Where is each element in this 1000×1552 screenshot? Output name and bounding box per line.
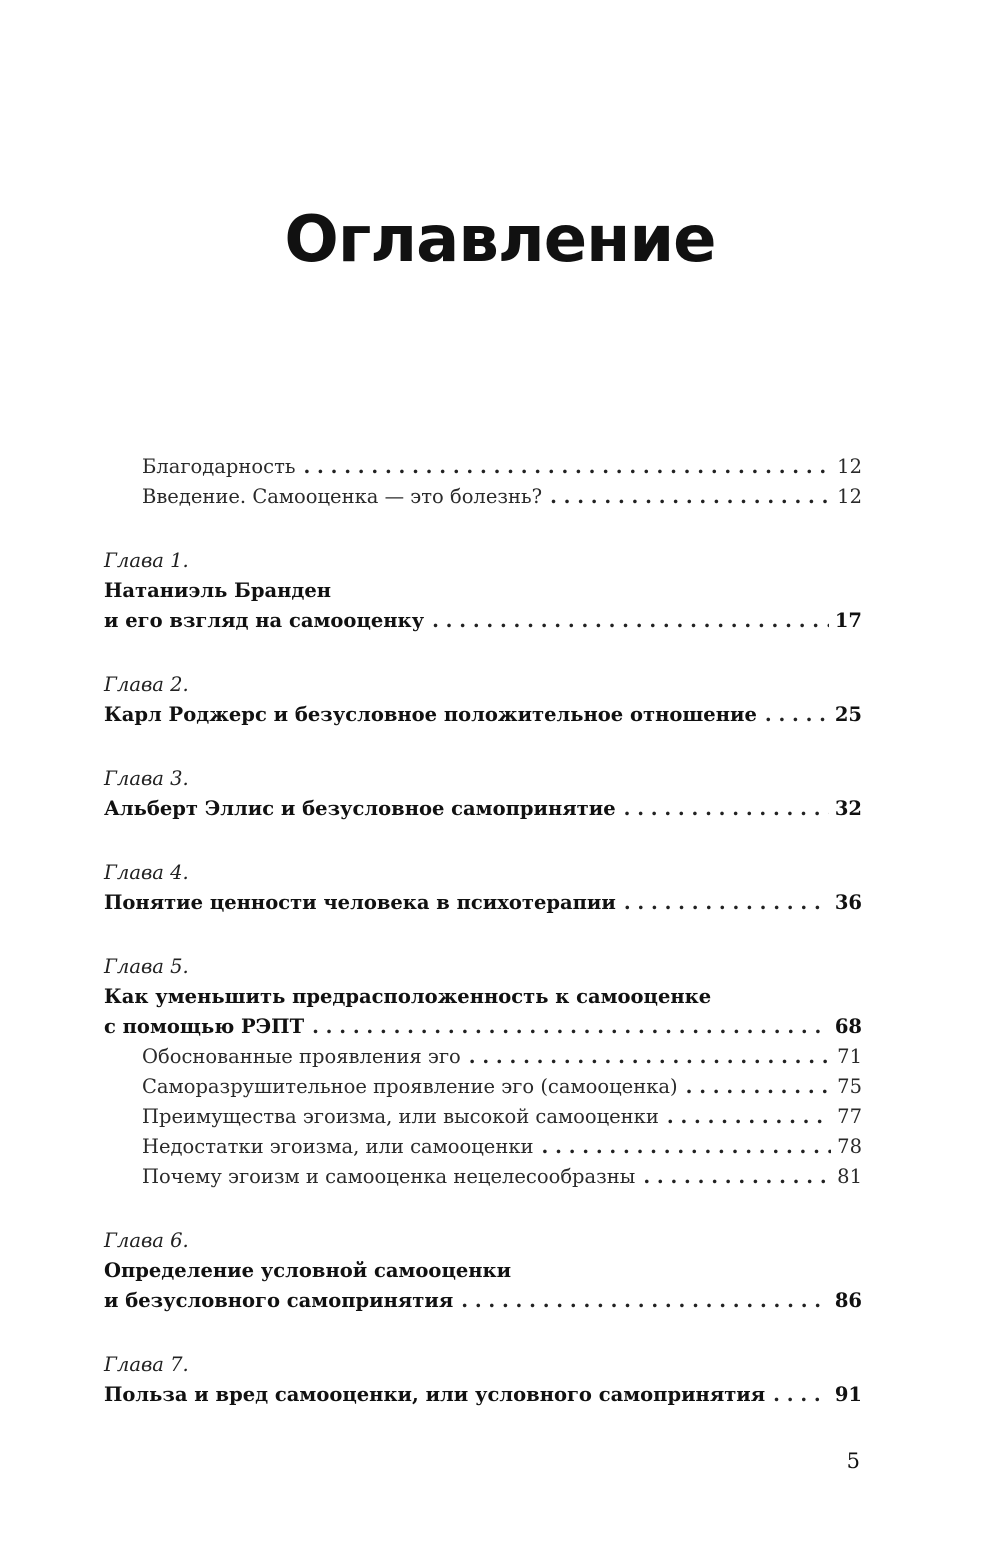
toc-entry-page: 17: [834, 609, 862, 632]
chapter-title: и безусловного самопринятия: [104, 1289, 454, 1312]
toc-entry-introduction[interactable]: [104, 482, 862, 512]
page-number: 5: [846, 1449, 860, 1473]
toc-entry-section[interactable]: [104, 1102, 862, 1132]
toc-entry-section[interactable]: [104, 1132, 862, 1162]
toc-entry-acknowledgements[interactable]: [104, 452, 862, 482]
dot-leader: [643, 1162, 831, 1192]
toc-entry-page: 32: [834, 797, 862, 820]
toc-entry-page: 91: [834, 1383, 862, 1406]
toc-entry-chapter-5[interactable]: [104, 1012, 862, 1042]
dot-leader: [432, 606, 829, 636]
chapter-label: Глава 6.: [104, 1229, 189, 1252]
chapter-title-line: [104, 576, 862, 606]
section-title: Преимущества эгоизма, или высокой самооценки: [142, 1105, 659, 1128]
dot-leader: [773, 1380, 829, 1410]
section-title: Обоснованные проявления эго: [142, 1045, 461, 1068]
toc-entry-chapter-6[interactable]: [104, 1286, 862, 1316]
dot-leader: [624, 794, 829, 824]
chapter-title: Альберт Эллис и безусловное самопринятие: [104, 797, 616, 820]
toc-entry-page: 71: [837, 1045, 862, 1068]
dot-leader: [765, 700, 829, 730]
toc-entry-chapter-4[interactable]: [104, 888, 862, 918]
chapter-title: Карл Роджерс и безусловное положительное отношение: [104, 703, 757, 726]
page-title: Оглавление: [284, 203, 716, 277]
toc-entry-chapter-2[interactable]: [104, 700, 862, 730]
chapter-title-line: [104, 1256, 862, 1286]
toc-entry-page: 78: [837, 1135, 862, 1158]
chapter-label: Глава 2.: [104, 673, 189, 696]
toc-entry-title: Благодарность: [142, 455, 296, 478]
section-title: Почему эгоизм и самооценка нецелесообразны: [142, 1165, 636, 1188]
dot-leader: [469, 1042, 831, 1072]
toc-entry-section[interactable]: [104, 1072, 862, 1102]
chapter-label: Глава 3.: [104, 767, 189, 790]
section-title: Недостатки эгоизма, или самооценки: [142, 1135, 534, 1158]
toc-entry-page: 12: [837, 455, 862, 478]
toc-entry-page: 25: [834, 703, 862, 726]
chapter-title: и его взгляд на самооценку: [104, 609, 425, 632]
chapter-title: Натаниэль Бранден: [104, 579, 332, 602]
chapter-title-line: [104, 982, 862, 1012]
dot-leader: [312, 1012, 829, 1042]
dot-leader: [542, 1132, 832, 1162]
toc-entry-section[interactable]: [104, 1162, 862, 1192]
chapter-label: Глава 4.: [104, 861, 189, 884]
chapter-title: с помощью РЭПТ: [104, 1015, 305, 1038]
toc-entry-page: 86: [834, 1289, 862, 1312]
toc-entry-page: 36: [834, 891, 862, 914]
chapter-title: Понятие ценности человека в психотерапии: [104, 891, 616, 914]
toc-entry-page: 75: [837, 1075, 862, 1098]
toc-entry-title: Введение. Самооценка — это болезнь?: [142, 485, 543, 508]
chapter-label: Глава 5.: [104, 955, 189, 978]
toc-entry-page: 68: [834, 1015, 862, 1038]
toc-entry-section[interactable]: [104, 1042, 862, 1072]
toc-entry-chapter-1[interactable]: [104, 606, 862, 636]
chapter-title: Как уменьшить предрасположенность к самооценке: [104, 985, 712, 1008]
dot-leader: [686, 1072, 832, 1102]
toc-entry-chapter-7[interactable]: [104, 1380, 862, 1410]
dot-leader: [461, 1286, 829, 1316]
toc-entry-page: 81: [837, 1165, 862, 1188]
toc-entry-page: 77: [837, 1105, 862, 1128]
toc-entry-page: 12: [837, 485, 862, 508]
dot-leader: [550, 482, 831, 512]
toc-entry-chapter-3[interactable]: [104, 794, 862, 824]
chapter-label: Глава 7.: [104, 1353, 189, 1376]
chapter-title: Польза и вред самооценки, или условного самопринятия: [104, 1383, 766, 1406]
dot-leader: [667, 1102, 831, 1132]
section-title: Саморазрушительное проявление эго (самооценка): [142, 1075, 678, 1098]
chapter-title: Определение условной самооценки: [104, 1259, 512, 1282]
chapter-label: Глава 1.: [104, 549, 189, 572]
dot-leader: [303, 452, 831, 482]
table-of-contents: [104, 452, 862, 1410]
dot-leader: [624, 888, 829, 918]
